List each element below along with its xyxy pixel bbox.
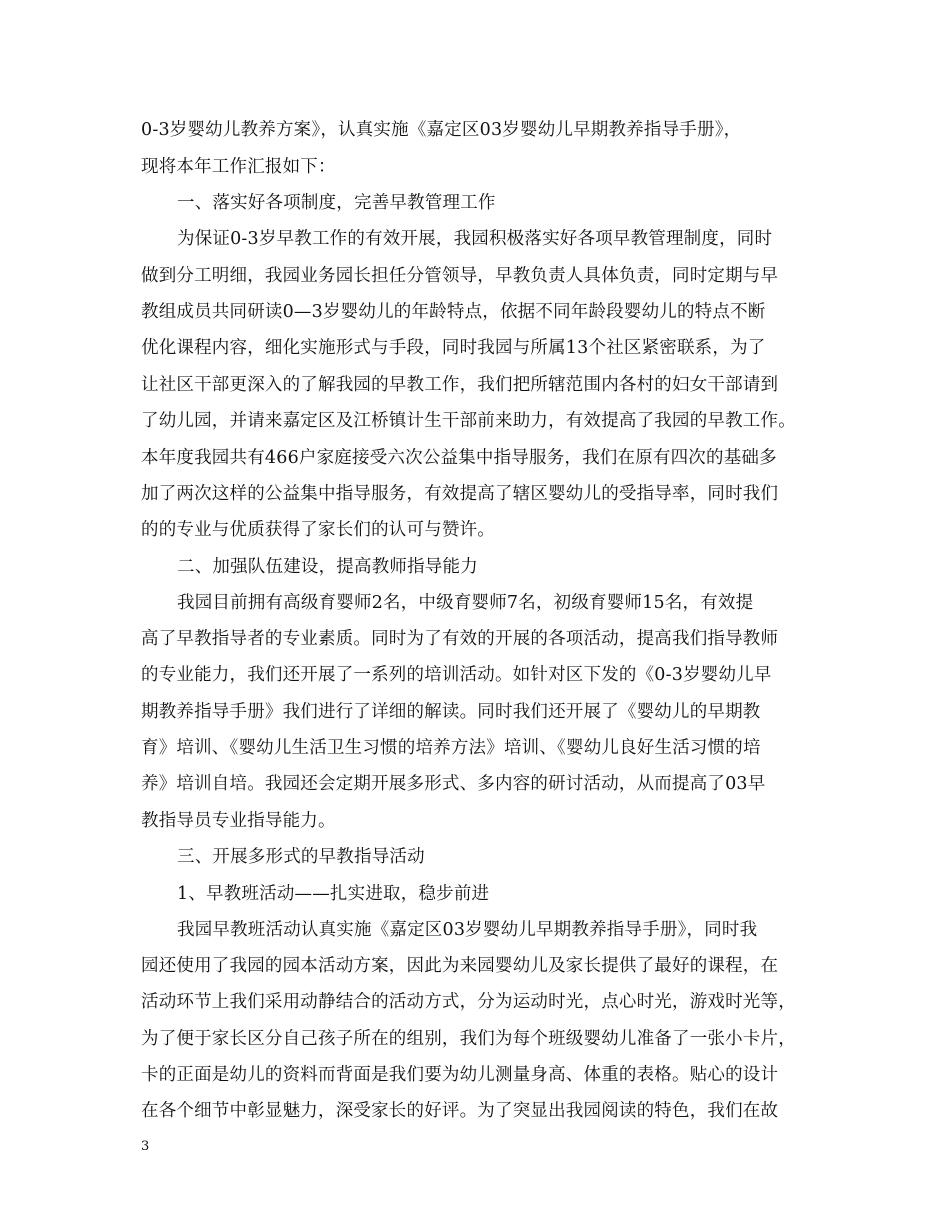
text-line: 园还使用了我园的园本活动方案，因此为来园婴幼儿及家长提供了最好的课程，在 xyxy=(141,956,779,976)
text-line: 期教养指导手册》我们进行了详细的解读。同时我们还开展了《婴幼儿的早期教 xyxy=(141,702,761,722)
text-line: 本年度我园共有466户家庭接受六次公益集中指导服务，我们在原有四次的基础多 xyxy=(141,448,777,468)
section-heading: 二、加强队伍建设，提高教师指导能力 xyxy=(177,557,478,577)
text-line: 加了两次这样的公益集中指导服务，有效提高了辖区婴幼儿的受指导率，同时我们 xyxy=(141,484,779,504)
text-line: 为了便于家长区分自己孩子所在的组别，我们为每个班级婴幼儿准备了一张小卡片， xyxy=(141,1029,796,1049)
text-line: 教指导员专业指导能力。 xyxy=(141,811,336,831)
text-line: 做到分工明细，我园业务园长担任分管领导，早教负责人具体负责，同时定期与早 xyxy=(141,266,779,286)
text-line: 我园目前拥有高级育婴师2名，中级育婴师7名，初级育婴师15名，有效提 xyxy=(177,593,754,613)
text-line: 的的专业与优质获得了家长们的认可与赞许。 xyxy=(141,520,495,540)
subsection-heading: 1、早教班活动——扎实进取，稳步前进 xyxy=(177,884,490,904)
text-line: 了幼儿园，并请来嘉定区及江桥镇计生干部前来助力，有效提高了我园的早教工作。 xyxy=(141,411,796,431)
text-line: 的专业能力，我们还开展了一系列的培训活动。如针对区下发的《0-3岁婴幼儿早 xyxy=(141,665,772,685)
text-line: 在各个细节中彰显魅力，深受家长的好评。为了突显出我园阅读的特色，我们在故 xyxy=(141,1101,779,1121)
text-line: 卡的正面是幼儿的资料而背面是我们要为幼儿测量身高、体重的表格。贴心的设计 xyxy=(141,1065,779,1085)
text-line: 教组成员共同研读0—3岁婴幼儿的年龄特点，依据不同年龄段婴幼儿的特点不断 xyxy=(141,302,766,322)
text-line: 0-3岁婴幼儿教养方案》，认真实施《嘉定区03岁婴幼儿早期教养指导手册》， xyxy=(141,120,742,140)
text-line: 活动环节上我们采用动静结合的活动方式，分为运动时光，点心时光，游戏时光等， xyxy=(141,992,796,1012)
text-line: 为保证0-3岁早教工作的有效开展，我园积极落实好各项早教管理制度，同时 xyxy=(177,229,773,249)
text-line: 我园早教班活动认真实施《嘉定区03岁婴幼儿早期教养指导手册》，同时我 xyxy=(177,920,758,940)
page-number: 3 xyxy=(141,1139,150,1154)
text-line: 高了早教指导者的专业素质。同时为了有效的开展的各项活动，提高我们指导教师 xyxy=(141,629,779,649)
section-heading: 三、开展多形式的早教指导活动 xyxy=(177,847,425,867)
text-line: 优化课程内容，细化实施形式与手段，同时我园与所属13个社区紧密联系，为了 xyxy=(141,338,766,358)
section-heading: 一、落实好各项制度，完善早教管理工作 xyxy=(177,193,496,213)
text-line: 育》培训、《婴幼儿生活卫生习惯的培养方法》培训、《婴幼儿良好生活习惯的培 xyxy=(141,738,761,758)
text-line: 现将本年工作汇报如下： xyxy=(141,157,336,177)
text-line: 养》培训自培。我园还会定期开展多形式、多内容的研讨活动，从而提高了03早 xyxy=(141,774,766,794)
text-line: 让社区干部更深入的了解我园的早教工作，我们把所辖范围内各村的妇女干部请到 xyxy=(141,375,779,395)
